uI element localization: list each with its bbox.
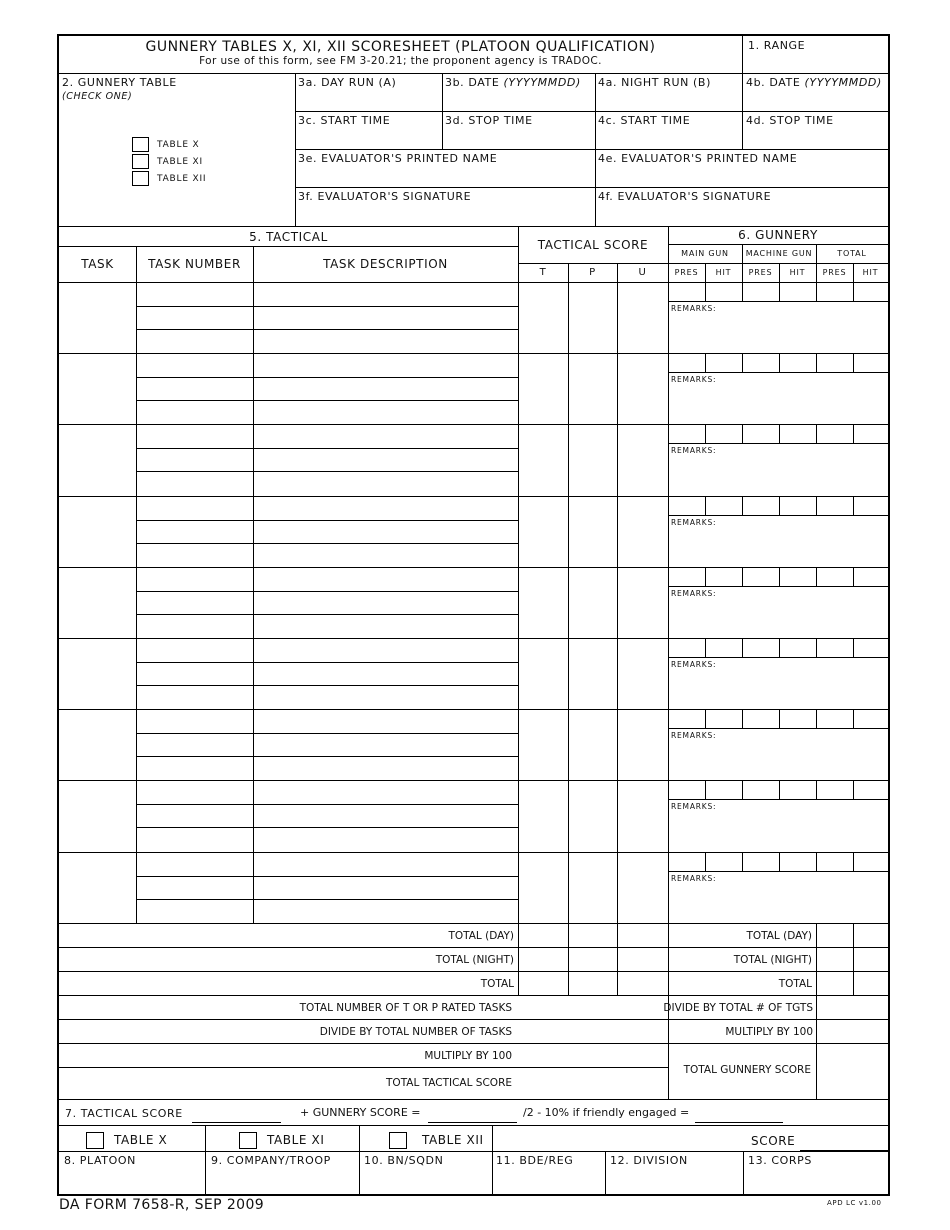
task-description-cell[interactable] [254,425,517,447]
task-number-cell[interactable] [137,592,252,614]
task-description-cell[interactable] [254,592,517,614]
checkbox-table-xii[interactable] [132,171,149,186]
bottom-table-xi: TABLE XI [267,1133,325,1147]
task-description-cell[interactable] [254,639,517,661]
bde-reg-label: 11. BDE/REG [496,1154,574,1167]
task-number-cell[interactable] [137,734,252,756]
task-description-cell[interactable] [254,497,517,519]
gunnery-score-7-label: + GUNNERY SCORE = [300,1106,421,1119]
form-version: APD LC v1.00 [827,1199,882,1207]
task-number-cell[interactable] [137,497,252,519]
bottom-checkbox-table-x[interactable] [86,1132,104,1149]
option-table-x: TABLE X [157,140,200,150]
remarks-label: REMARKS: [671,589,717,598]
day-run-label: 3a. DAY RUN (A) [298,76,397,89]
task-cell[interactable] [60,710,135,779]
task-description-cell[interactable] [254,521,517,543]
task-description-cell[interactable] [254,663,517,685]
subcol-main-pres: PRES [674,268,699,277]
checkbox-table-xi[interactable] [132,154,149,169]
subcol-total-pres: PRES [822,268,847,277]
day-evaluator-signature-label: 3f. EVALUATOR'S SIGNATURE [298,190,472,203]
day-start-label: 3c. START TIME [298,114,391,127]
task-number-cell[interactable] [137,757,252,779]
total-day-label: TOTAL (DAY) [448,930,514,942]
task-number-cell[interactable] [137,472,252,494]
gunnery-table-label: 2. GUNNERY TABLE [62,76,177,89]
col-task-description: TASK DESCRIPTION [323,257,448,271]
remarks-field[interactable] [669,740,887,778]
range-field[interactable] [743,52,890,72]
subcol-mg-pres: PRES [748,268,773,277]
scoresheet-form [57,34,890,1196]
range-label: 1. RANGE [748,39,806,52]
task-description-cell[interactable] [254,544,517,566]
form-number: DA FORM 7658-R, SEP 2009 [59,1197,265,1213]
task-description-cell[interactable] [254,877,517,899]
formula-label: /2 - 10% if friendly engaged = [523,1106,690,1119]
total-night-label: TOTAL (NIGHT) [435,954,514,966]
task-cell[interactable] [60,639,135,708]
col-task: TASK [81,257,114,271]
task-number-cell[interactable] [137,425,252,447]
task-cell[interactable] [60,283,135,352]
divide-tgts-label: DIVIDE BY TOTAL # OF TGTS [663,1002,813,1014]
task-description-cell[interactable] [254,283,517,305]
gunnery-total-night-label: TOTAL (NIGHT) [733,954,812,966]
tactical-score-7-label: 7. TACTICAL SCORE [65,1107,183,1120]
day-evaluator-name-label: 3e. EVALUATOR'S PRINTED NAME [298,152,498,165]
day-stop-label: 3d. STOP TIME [445,114,533,127]
task-description-cell[interactable] [254,449,517,471]
remarks-label: REMARKS: [671,518,717,527]
divide-tasks-label: DIVIDE BY TOTAL NUMBER OF TASKS [319,1026,512,1038]
task-cell[interactable] [60,568,135,637]
remarks-label: REMARKS: [671,375,717,384]
remarks-field[interactable] [669,455,887,493]
gunnery-score-7-field[interactable] [428,1106,517,1123]
task-cell[interactable] [60,425,135,494]
total-gunnery-score-label: TOTAL GUNNERY SCORE [683,1064,811,1076]
night-run-label: 4a. NIGHT RUN (B) [598,76,711,89]
task-number-cell[interactable] [137,354,252,376]
checkbox-table-x[interactable] [132,137,149,152]
task-number-cell[interactable] [137,330,252,352]
task-description-cell[interactable] [254,568,517,590]
task-cell[interactable] [60,354,135,423]
group-total: TOTAL [837,249,867,258]
gunnery-total-label: TOTAL [778,978,812,990]
task-description-cell[interactable] [254,757,517,779]
subcol-main-hit: HIT [715,268,732,277]
task-cell[interactable] [60,497,135,566]
task-number-cell[interactable] [137,544,252,566]
task-number-cell[interactable] [137,828,252,850]
night-stop-label: 4d. STOP TIME [746,114,834,127]
task-description-cell[interactable] [254,401,517,423]
night-evaluator-name-label: 4e. EVALUATOR'S PRINTED NAME [598,152,798,165]
bottom-checkbox-table-xii[interactable] [389,1132,407,1149]
task-number-cell[interactable] [137,449,252,471]
task-description-cell[interactable] [254,900,517,922]
task-description-cell[interactable] [254,828,517,850]
option-table-xi: TABLE XI [157,157,203,167]
remarks-label: REMARKS: [671,660,717,669]
score-label: SCORE [751,1134,796,1148]
task-description-cell[interactable] [254,354,517,376]
task-description-cell[interactable] [254,686,517,708]
night-evaluator-signature-label: 4f. EVALUATOR'S SIGNATURE [598,190,772,203]
remarks-label: REMARKS: [671,304,717,313]
total-rated-tasks-label: TOTAL NUMBER OF T OR P RATED TASKS [299,1002,512,1014]
multiply-100-left-label: MULTIPLY BY 100 [424,1050,512,1062]
bottom-checkbox-table-xi[interactable] [239,1132,257,1149]
night-start-label: 4c. START TIME [598,114,691,127]
task-description-cell[interactable] [254,378,517,400]
task-number-cell[interactable] [137,521,252,543]
group-machine-gun: MACHINE GUN [745,249,813,258]
bn-sqdn-label: 10. BN/SQDN [364,1154,444,1167]
task-description-cell[interactable] [254,615,517,637]
task-number-cell[interactable] [137,307,252,329]
col-p: P [589,267,596,278]
subcol-mg-hit: HIT [789,268,806,277]
form-title: GUNNERY TABLES X, XI, XII SCORESHEET (PLATOON QUALIFICATION) [145,39,656,55]
col-task-number: TASK NUMBER [148,257,241,271]
task-number-cell[interactable] [137,686,252,708]
company-troop-label: 9. COMPANY/TROOP [211,1154,331,1167]
gunnery-total-day-label: TOTAL (DAY) [746,930,812,942]
remarks-field[interactable] [669,384,887,422]
task-number-cell[interactable] [137,853,252,875]
task-cell[interactable] [60,781,135,850]
remarks-label: REMARKS: [671,802,717,811]
tactical-score-title: TACTICAL SCORE [537,238,649,252]
task-number-cell[interactable] [137,283,252,305]
remarks-field[interactable] [669,313,887,351]
platoon-label: 8. PLATOON [64,1154,136,1167]
group-main-gun: MAIN GUN [681,249,729,258]
remarks-field[interactable] [669,811,887,849]
task-number-cell[interactable] [137,639,252,661]
task-number-cell[interactable] [137,805,252,827]
task-description-cell[interactable] [254,307,517,329]
task-number-cell[interactable] [137,401,252,423]
tactical-score-7-field[interactable] [192,1106,281,1123]
task-number-cell[interactable] [137,378,252,400]
remarks-field[interactable] [669,883,887,921]
task-number-cell[interactable] [137,900,252,922]
task-number-cell[interactable] [137,568,252,590]
task-description-cell[interactable] [254,330,517,352]
day-date-label: 3b. DATE (YYYYMMDD) [445,76,581,89]
task-number-cell[interactable] [137,663,252,685]
remarks-label: REMARKS: [671,874,717,883]
task-number-cell[interactable] [137,615,252,637]
remarks-label: REMARKS: [671,731,717,740]
col-t: T [539,267,547,278]
task-description-cell[interactable] [254,853,517,875]
multiply-100-right-label: MULTIPLY BY 100 [725,1026,813,1038]
night-date-label: 4b. DATE (YYYYMMDD) [746,76,882,89]
remarks-label: REMARKS: [671,446,717,455]
task-description-cell[interactable] [254,781,517,803]
form-subtitle: For use of this form, see FM 3-20.21; the proponent agency is TRADOC. [199,55,602,67]
task-number-cell[interactable] [137,877,252,899]
col-u: U [638,267,647,278]
remarks-field[interactable] [669,669,887,707]
task-description-cell[interactable] [254,734,517,756]
bottom-table-x: TABLE X [114,1133,168,1147]
task-description-cell[interactable] [254,805,517,827]
division-label: 12. DIVISION [610,1154,688,1167]
total-tactical-score-label: TOTAL TACTICAL SCORE [386,1077,512,1089]
option-table-xii: TABLE XII [157,174,207,184]
task-cell[interactable] [60,853,135,922]
task-number-cell[interactable] [137,781,252,803]
task-number-cell[interactable] [137,710,252,732]
remarks-field[interactable] [669,598,887,636]
gunnery-section-title: 6. GUNNERY [738,228,818,242]
task-description-cell[interactable] [254,472,517,494]
remarks-field[interactable] [669,527,887,565]
subcol-total-hit: HIT [862,268,879,277]
check-one-label: (CHECK ONE) [62,91,133,102]
final-score-field[interactable] [695,1106,783,1123]
bottom-table-xii: TABLE XII [422,1133,484,1147]
score-field[interactable] [800,1134,888,1151]
tactical-section-title: 5. TACTICAL [249,230,328,244]
corps-label: 13. CORPS [748,1154,812,1167]
total-label: TOTAL [480,978,514,990]
task-description-cell[interactable] [254,710,517,732]
